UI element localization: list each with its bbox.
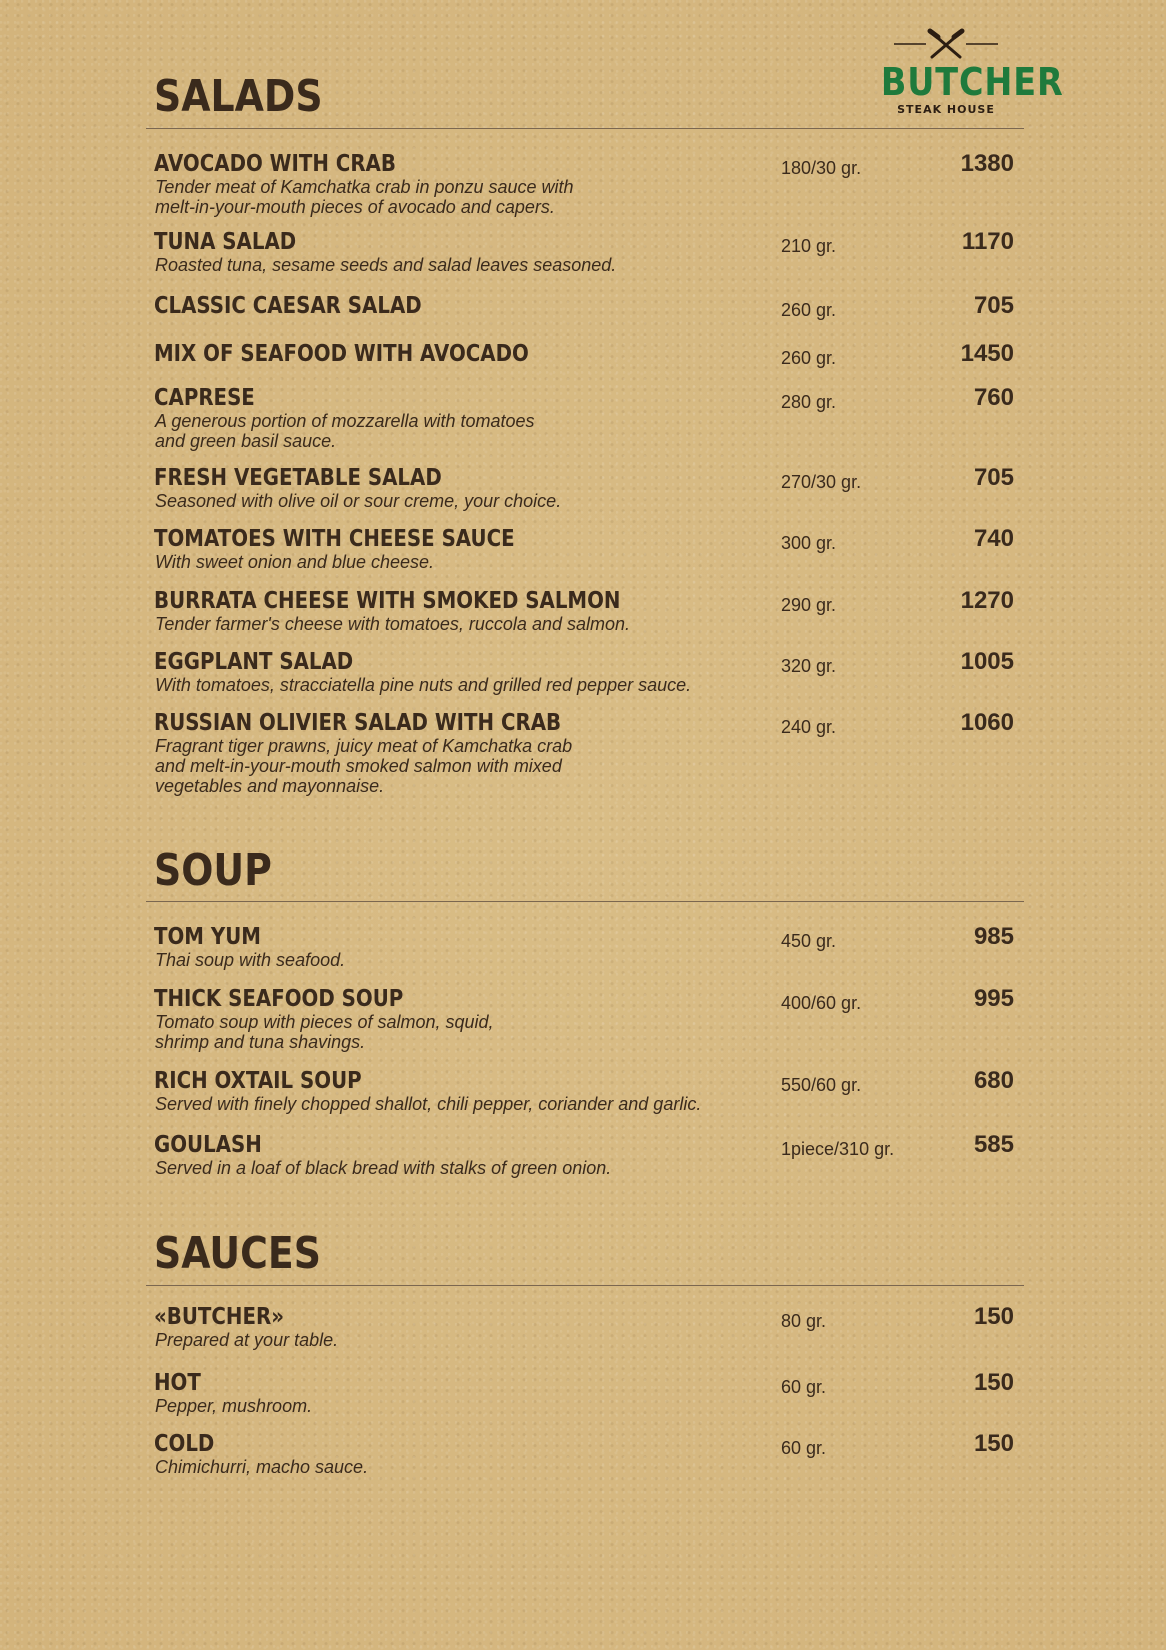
menu-item-description: Served in a loaf of black bread with stalks of green onion. xyxy=(155,1158,612,1178)
menu-item-description: Tomato soup with pieces of salmon, squid, shrimp and tuna shavings. xyxy=(155,1012,494,1052)
crossed-knife-fork-icon xyxy=(892,28,1000,62)
menu-item-weight: 210 gr. xyxy=(781,236,837,256)
menu-item-name: HOT xyxy=(154,1370,201,1396)
menu-item-name: COLD xyxy=(154,1431,215,1457)
brand-logo xyxy=(872,28,1064,118)
menu-item-description: With sweet onion and blue cheese. xyxy=(155,552,435,572)
menu-item-price: 150 xyxy=(973,1303,1014,1330)
menu-item-price: 1380 xyxy=(960,150,1014,177)
menu-item-weight: 60 gr. xyxy=(781,1377,827,1397)
menu-item-price: 585 xyxy=(973,1131,1014,1158)
menu-item-description: Seasoned with olive oil or sour creme, your choice. xyxy=(155,491,562,511)
menu-item-description: Pepper, mushroom. xyxy=(155,1396,313,1416)
menu-item-price: 1270 xyxy=(960,587,1014,614)
menu-item-name: TOM YUM xyxy=(154,924,261,950)
menu-item-weight: 550/60 gr. xyxy=(781,1075,862,1095)
menu-item-price: 740 xyxy=(973,525,1014,552)
menu-item-name: EGGPLANT SALAD xyxy=(154,649,354,675)
menu-item-weight: 300 gr. xyxy=(781,533,837,553)
section-divider xyxy=(146,901,1024,902)
menu-item-description: Chimichurri, macho sauce. xyxy=(155,1457,369,1477)
menu-item-price: 705 xyxy=(973,292,1014,319)
menu-item-weight: 80 gr. xyxy=(781,1311,827,1331)
menu-item-name: RUSSIAN OLIVIER SALAD WITH CRAB xyxy=(154,710,562,736)
menu-item-description: Tender meat of Kamchatka crab in ponzu sauce with melt-in-your-mouth pieces of avocado and capers. xyxy=(155,177,574,217)
menu-item-name: «BUTCHER» xyxy=(154,1304,285,1330)
menu-item-price: 150 xyxy=(973,1369,1014,1396)
menu-item-price: 1450 xyxy=(960,340,1014,367)
menu-item-description: Roasted tuna, sesame seeds and salad leaves seasoned. xyxy=(155,255,617,275)
brand-subtitle: STEAK HOUSE xyxy=(897,103,995,116)
menu-item-name: AVOCADO WITH CRAB xyxy=(154,151,396,177)
brand-name: BUTCHER xyxy=(880,60,1064,104)
menu-item-description: With tomatoes, stracciatella pine nuts and grilled red pepper sauce. xyxy=(155,675,692,695)
menu-item-name: CLASSIC CAESAR SALAD xyxy=(154,293,422,319)
menu-item-weight: 180/30 gr. xyxy=(781,158,862,178)
menu-item-price: 1170 xyxy=(961,228,1014,255)
menu-item-price: 150 xyxy=(973,1430,1014,1457)
menu-item-price: 1060 xyxy=(960,709,1014,736)
section-divider xyxy=(146,1285,1024,1286)
section-title: SOUP xyxy=(154,845,272,896)
menu-item-price: 680 xyxy=(973,1067,1014,1094)
menu-item-price: 1005 xyxy=(960,648,1014,675)
menu-item-price: 995 xyxy=(973,985,1014,1012)
section-divider xyxy=(146,128,1024,129)
menu-item-weight: 60 gr. xyxy=(781,1438,827,1458)
menu-item-weight: 290 gr. xyxy=(781,595,837,615)
menu-item-description: Prepared at your table. xyxy=(155,1330,339,1350)
section-title: SAUCES xyxy=(154,1228,321,1279)
menu-item-description: Tender farmer's cheese with tomatoes, ruccola and salmon. xyxy=(155,614,631,634)
menu-item-description: A generous portion of mozzarella with tomatoes and green basil sauce. xyxy=(155,411,535,451)
menu-item-name: GOULASH xyxy=(154,1132,262,1158)
menu-item-weight: 450 gr. xyxy=(781,931,837,951)
menu-item-name: FRESH VEGETABLE SALAD xyxy=(154,465,442,491)
menu-item-weight: 270/30 gr. xyxy=(781,472,862,492)
menu-item-name: RICH OXTAIL SOUP xyxy=(154,1068,362,1094)
menu-item-description: Fragrant tiger prawns, juicy meat of Kamchatka crab and melt-in-your-mouth smoked salmon with mixed vegetables and mayonnaise. xyxy=(155,736,573,796)
menu-item-price: 705 xyxy=(973,464,1014,491)
menu-item-name: BURRATA CHEESE WITH SMOKED SALMON xyxy=(154,588,621,614)
menu-item-name: MIX OF SEAFOOD WITH AVOCADO xyxy=(154,341,529,367)
menu-item-weight: 260 gr. xyxy=(781,348,837,368)
menu-item-name: TOMATOES WITH CHEESE SAUCE xyxy=(154,526,515,552)
menu-item-weight: 400/60 gr. xyxy=(781,993,862,1013)
menu-item-weight: 260 gr. xyxy=(781,300,837,320)
menu-item-price: 985 xyxy=(973,923,1014,950)
menu-item-description: Thai soup with seafood. xyxy=(155,950,346,970)
menu-item-weight: 240 gr. xyxy=(781,717,837,737)
section-title: SALADS xyxy=(154,71,323,122)
menu-item-name: THICK SEAFOOD SOUP xyxy=(154,986,404,1012)
menu-item-weight: 320 gr. xyxy=(781,656,837,676)
menu-item-weight: 280 gr. xyxy=(781,392,837,412)
menu-item-price: 760 xyxy=(973,384,1014,411)
menu-item-description: Served with finely chopped shallot, chili pepper, coriander and garlic. xyxy=(155,1094,702,1114)
menu-item-name: TUNA SALAD xyxy=(154,229,297,255)
menu-item-weight: 1piece/310 gr. xyxy=(781,1139,895,1159)
menu-item-name: CAPRESE xyxy=(154,385,255,411)
